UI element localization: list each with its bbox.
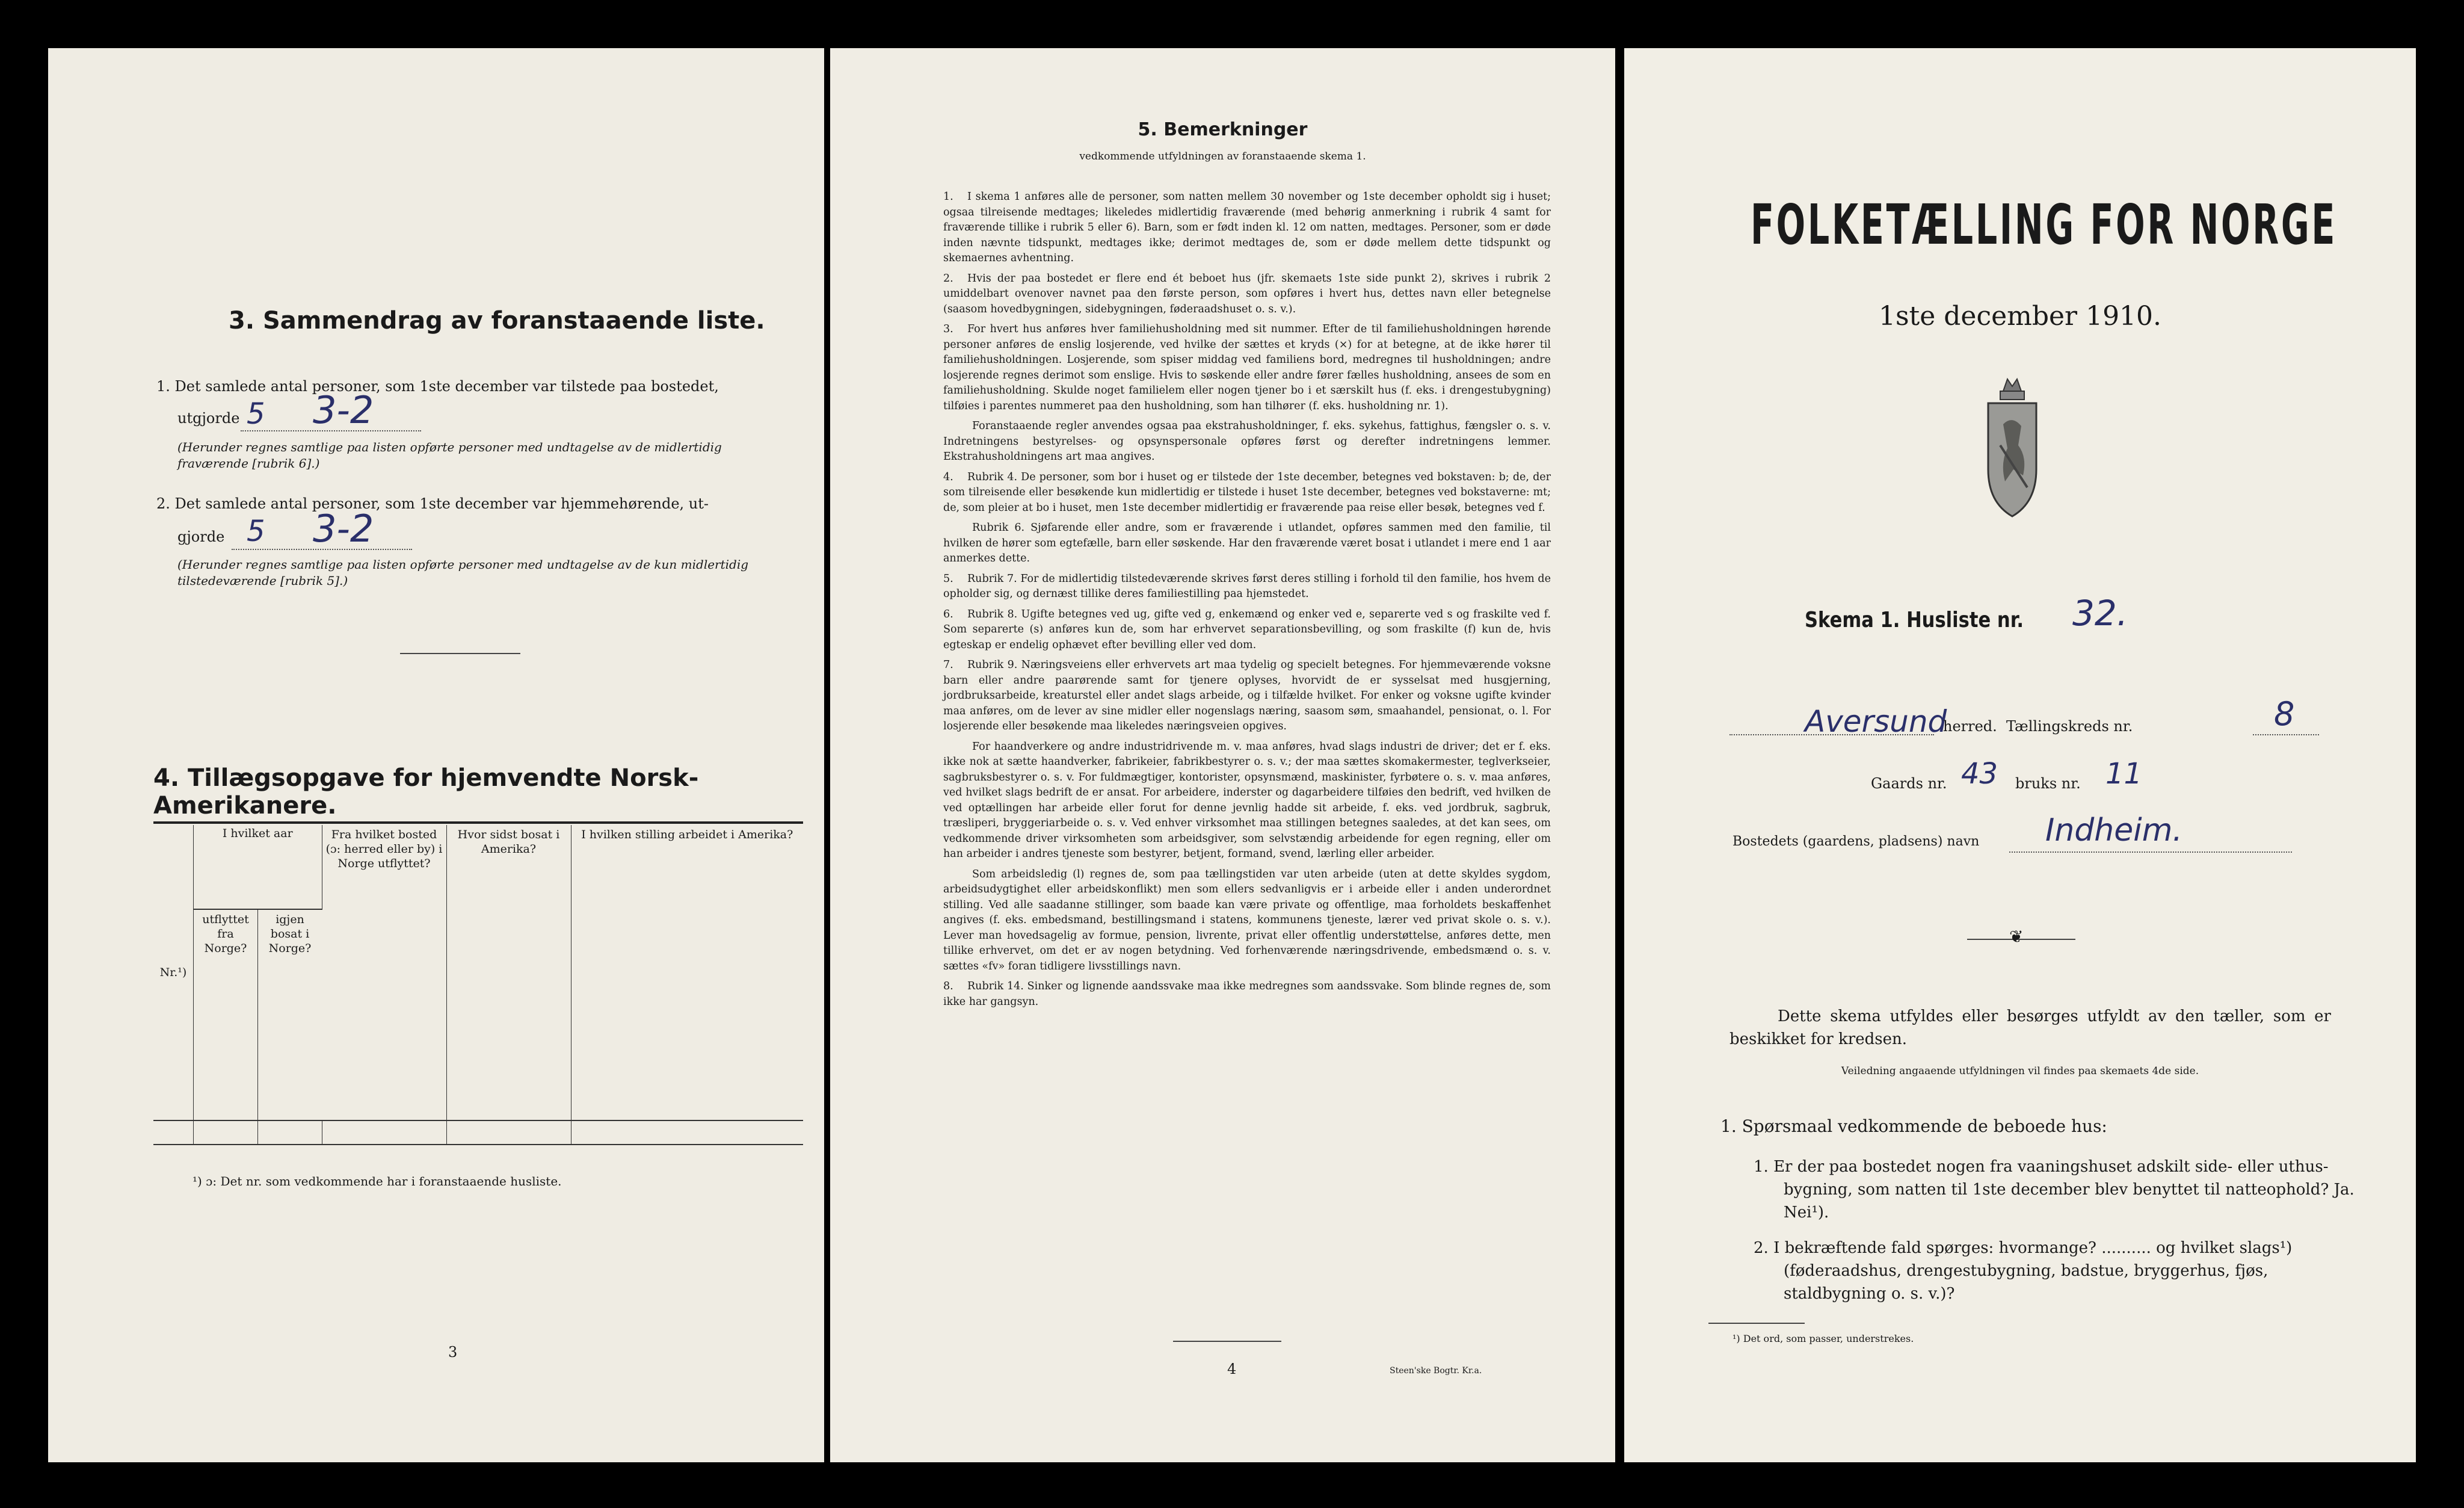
remark-text: For hvert hus anføres hver familiehusholdning med sit nummer. Efter de til familiehusholdningen hørende personer anføres de enslig losjerende, ved hvilke der sættes et kryds (×) for at betegne, at de ikke hører til familiehusholdningen. Losjerende, som spiser middag ved familiens bord, medregnes til husholdningen; andre losjerende regnes derimot som enslige. Hvis to søskende eller andre fører fælles husholdning, ansees de som en familiehusholdning. Skulde noget familielem eller nogen tjener bo i et særskilt hus (f. eks. i drengestubygning) tilføies i parentes nummeret paa den husholdning, som han tilhører (f. eks. husholdning nr. 1). — [943, 323, 1551, 412]
gaards-label: Gaards nr. — [1871, 775, 1947, 792]
remark-number: 1. — [943, 191, 953, 203]
item-1-line — [241, 430, 421, 431]
col-utflyttet: utflyttet fra Norge? — [194, 909, 258, 1120]
section-4-title: 4. Tillægsopgave for hjemvendte Norsk-Amerikanere. — [153, 764, 699, 820]
bruks-label: bruks nr. — [2015, 775, 2081, 792]
page-number-4: 4 — [1227, 1361, 1237, 1377]
kreds-value: 8 — [2274, 695, 2295, 733]
item-1-utgjorde: utgjorde — [177, 410, 240, 427]
remark-item — [943, 521, 1551, 567]
remark-text: Rubrik 7. For de midlertidig tilstedeværende skrives først deres stilling i forhold til den familie, hos hvem de opholder sig, og dernæst tillike deres familiestilling paa hjemstedet. — [943, 572, 1551, 600]
remark-text: Rubrik 8. Ugifte betegnes ved ug, gifte ved g, enkemænd og enker ved e, separerte ved s og fraskilte ved f. Som separerte (s) anføres kun de, som har erhvervet separationsbevilling, og som fraskilte (f) kun de, hvis egteskap er endelig ophævet efter bevilling eller ved dom. — [943, 608, 1551, 651]
remark-text: For haandverkere og andre industridrivende m. v. maa anføres, hvad slags industri de driver; det er f. eks. ikke nok at sætte haandverker, fabrikeier, fabrikbestyrer o. s. v.; der maa sættes skomakermester, teglverkseier, sagbruksbestyrer o. s. v. For fuldmægtiger, kontorister, opsynsmænd, maskinister, fyrbøtere o. s. v. maa anføres, ved hvilket slags bedrift de er ansat. For arbeidere, inderster og dagarbeidere tilføies den bedrift, ved hvilken de ved optællingen har arbeide eller forut for denne jevnlig hadde sit arbeide, f. eks. ved jordbruk, sagbruk, træsliperi, bryggeriarbeide o. s. v. Ved enhver virksomhet maa stillingen betegnes saaledes, at det kan sees, om vedkommende driver virksomheten som arbeidsgiver, som selvstændig arbeidende for egen regning, eller om han arbeider i andres tjeneste som bestyrer, betjent, formand, svend, lærling eller arbeider. — [943, 740, 1551, 860]
bosted-label: Bostedets (gaardens, pladsens) navn — [1732, 834, 1980, 849]
coat-of-arms-icon — [1970, 373, 2054, 524]
remark-text: Som arbeidsledig (l) regnes de, som paa tællingstiden var uten arbeide (uten at dette skyldes sygdom, arbeidsudygtighet eller arbeidskonflikt) men som ellers sedvanligvis er i arbeide eller i anden underordnet stilling. Ved alle saadanne stillinger, som baade kan være private og offentlige, maa forholdets beskaffenhet angives (f. eks. embedsmand, bestillingsmand i statens, kommunens tjeneste, lærer ved privat skole o. s. v.). Lever man hovedsagelig av formue, pension, livrente, privat eller offentlig understøttelse, anføres dette, men tillike erhvervet, om det er av nogen betydning. Ved forhenværende næringsdrivende, embedsmænd o. s. v. sættes «fv» foran tidligere livsstillings navn. — [943, 868, 1551, 972]
table-bottom-rule — [153, 1144, 803, 1145]
question-2: 2. I bekræftende fald spørges: hvormange? .......... og hvilket slags¹) (føderaadshus, drengestubygning, badstue, bryggerhus, fjøs, staldbygning o. s. v.)? — [1754, 1239, 2293, 1303]
schema-label: Skema 1. Husliste nr. — [1805, 608, 2024, 632]
item-1-text: 1. Det samlede antal personer, som 1ste december var tilstede paa bostedet, — [156, 378, 719, 395]
remark-item — [943, 658, 1551, 735]
item-2-note: (Herunder regnes samtlige paa listen opførte personer med undtagelse av de kun midlertidig tilstedeværende [rubrik 5].) — [177, 557, 749, 588]
intro-note: Veiledning angaaende utfyldningen vil findes paa skemaets 4de side. — [1841, 1065, 2199, 1077]
remark-item — [943, 572, 1551, 602]
page-4-remarks — [830, 48, 1615, 1462]
item-2-text: 2. Det samlede antal personer, som 1ste december var hjemmehørende, ut- — [156, 495, 709, 512]
remark-text: Rubrik 9. Næringsveiens eller erhvervets art maa tydelig og specielt betegnes. For hjemmeværende voksne barn eller andre paarørende samt for tjenere oplyses, hvorvidt de er sysselsat med husgjerning, jordbruksarbeide, kreaturstel eller andet slags arbeide, og i tilfælde hvilket. For enker og voksne ugifte kvinder maa anføres, om de lever av sine midler eller nogenslags næring, saasom søm, smaahandel, pensionat, o. l. For losjerende eller besøkende maa likeledes næringsveien opgives. — [943, 659, 1551, 732]
remark-item — [943, 470, 1551, 516]
remark-item — [943, 190, 1551, 267]
remark-item — [943, 607, 1551, 654]
question-1: 1. Er der paa bostedet nogen fra vaaningshuset adskilt side- eller uthus-bygning, som natten til 1ste december blev benyttet til natteophold? Ja. Nei¹). — [1754, 1158, 2355, 1222]
col-igjen: igjen bosat i Norge? — [268, 913, 312, 955]
bosted-value: Indheim. — [2045, 812, 2182, 848]
col-nr: Nr.¹) — [153, 825, 194, 1120]
remark-item — [943, 740, 1551, 862]
remark-text: Rubrik 14. Sinker og lignende aandssvake maa ikke medregnes som aandssvake. Som blinde regnes de, som ikke har gangsyn. — [943, 980, 1551, 1008]
remark-number: 3. — [943, 323, 953, 335]
census-date: 1ste december 1910. — [1878, 301, 2162, 332]
remarks-title: 5. Bemerkninger — [1138, 119, 1308, 140]
norsk-amerikanere-table — [153, 825, 803, 1144]
table-footnote: ¹) ɔ: Det nr. som vedkommende har i foranstaaende husliste. — [192, 1174, 562, 1188]
remark-number: 4. — [943, 471, 953, 483]
remark-item — [943, 979, 1551, 1010]
item-2-value-1: 5 — [247, 515, 265, 548]
col-hvor: Hvor sidst bosat i Amerika? — [446, 825, 571, 1120]
remarks-end-rule — [1173, 1341, 1281, 1342]
gaards-value: 43 — [1961, 757, 1998, 791]
item-2-value-2: 3-2 — [313, 507, 374, 551]
item-2-line — [232, 549, 412, 550]
kreds-label: Tællingskreds nr. — [2006, 718, 2133, 735]
divider — [400, 653, 520, 654]
front-footnote: ¹) Det ord, som passer, understrekes. — [1732, 1333, 1914, 1344]
remark-item — [943, 271, 1551, 318]
item-1-value-2: 3-2 — [313, 388, 374, 432]
page-3 — [48, 48, 824, 1462]
intro-text: Dette skema utfyldes eller besørges utfyldt av den tæller, som er beskikket for kredsen. — [1729, 1007, 2331, 1048]
kreds-line — [2253, 734, 2319, 735]
section-3-title: 3. Sammendrag av foranstaaende liste. — [229, 307, 765, 335]
item-1-value-1: 5 — [247, 397, 265, 431]
remark-text: Hvis der paa bostedet er flere end ét beboet hus (jfr. skemaets 1ste side punkt 2), skrives i rubrik 2 umiddelbart ovenover navnet paa den første person, som opføres i hvert hus, dettes navn eller betegnelse (saasom hovedbygningen, sidebygningen, føderaadshuset o. s. v.). — [943, 272, 1551, 315]
remarks-subtitle: vedkommende utfyldningen av foranstaaende skema 1. — [1079, 150, 1366, 162]
bruks-value: 11 — [2105, 757, 2143, 791]
remark-text: Rubrik 4. De personer, som bor i huset og er tilstede der 1ste december, betegnes ved bokstaven: b; de, der som tilreisende eller besøkende kun midlertidig er tilstede i huset 1ste december, betegnes ved bokstaverne: mt; de, som pleier at bo i huset, men 1ste december midlertidig er fraværende paa reise eller besøk, betegnes ved f. — [943, 471, 1551, 514]
page-number-3: 3 — [448, 1344, 458, 1361]
col-group-year: I hvilket aar — [194, 825, 322, 909]
item-1-note: (Herunder regnes samtlige paa listen opførte personer med undtagelse av de midlertidig fraværende [rubrik 6].) — [177, 440, 722, 471]
remark-item — [943, 322, 1551, 414]
remark-number: 7. — [943, 659, 953, 671]
col-fra: Fra hvilket bosted (ɔ: herred eller by) i Norge utflyttet? — [322, 825, 446, 1120]
husliste-number: 32. — [2072, 593, 2128, 634]
remark-number: 6. — [943, 608, 953, 620]
remark-text: Foranstaaende regler anvendes ogsaa paa ekstrahusholdninger, f. eks. sykehus, fattighus, fængsler o. s. v. Indretningens bestyrelses- og opsynspersonale opføres først og derefter indretningens lemmer. Ekstrahusholdningens art maa angives. — [943, 420, 1551, 463]
question-heading: 1. Spørsmaal vedkommende de beboede hus: — [1720, 1116, 2107, 1136]
census-title: FOLKETÆLLING FOR NORGE — [1751, 193, 2338, 257]
remark-number: 2. — [943, 272, 953, 285]
col-stilling: I hvilken stilling arbeidet i Amerika? — [581, 828, 793, 841]
remark-number: 5. — [943, 572, 953, 585]
front-page — [1624, 48, 2416, 1462]
herred-value: Aversund — [1805, 704, 1947, 739]
remark-item — [943, 419, 1551, 465]
footnote-rule — [1708, 1323, 1805, 1324]
remark-text: Rubrik 6. Sjøfarende eller andre, som er fraværende i utlandet, opføres sammen med den familie, til hvilken de hører som egtefælle, barn eller søskende. Har den fraværende været bosat i utlandet i mere end 1 aar anmerkes dette. — [943, 522, 1551, 564]
remark-item — [943, 867, 1551, 975]
herred-label: herred. — [1943, 718, 1997, 735]
printer-mark: Steen'ske Bogtr. Kr.a. — [1390, 1366, 1482, 1376]
remarks-list — [943, 190, 1551, 1015]
remark-text: I skema 1 anføres alle de personer, som natten mellem 30 november og 1ste december opholdt sig i huset; ogsaa tilreisende medtages; likeledes midlertidig fraværende (med behørig anmerkning i rubrik 4 samt for fraværende tillike i rubrik 5 eller 6). Barn, som er født inden kl. 12 om natten, medtages. Personer, som er døde inden nævnte tidspunkt, medtages ikke; derimot medtages de, som er døde mellem dette tidspunkt og skemaernes avhentning. — [943, 191, 1551, 264]
item-2-gjorde: gjorde — [177, 528, 225, 545]
table-top-rule — [153, 821, 803, 824]
ornament-icon: ❦ — [2009, 927, 2024, 947]
bosted-line — [2009, 851, 2292, 853]
table-row — [153, 1120, 803, 1144]
remark-number: 8. — [943, 980, 953, 992]
